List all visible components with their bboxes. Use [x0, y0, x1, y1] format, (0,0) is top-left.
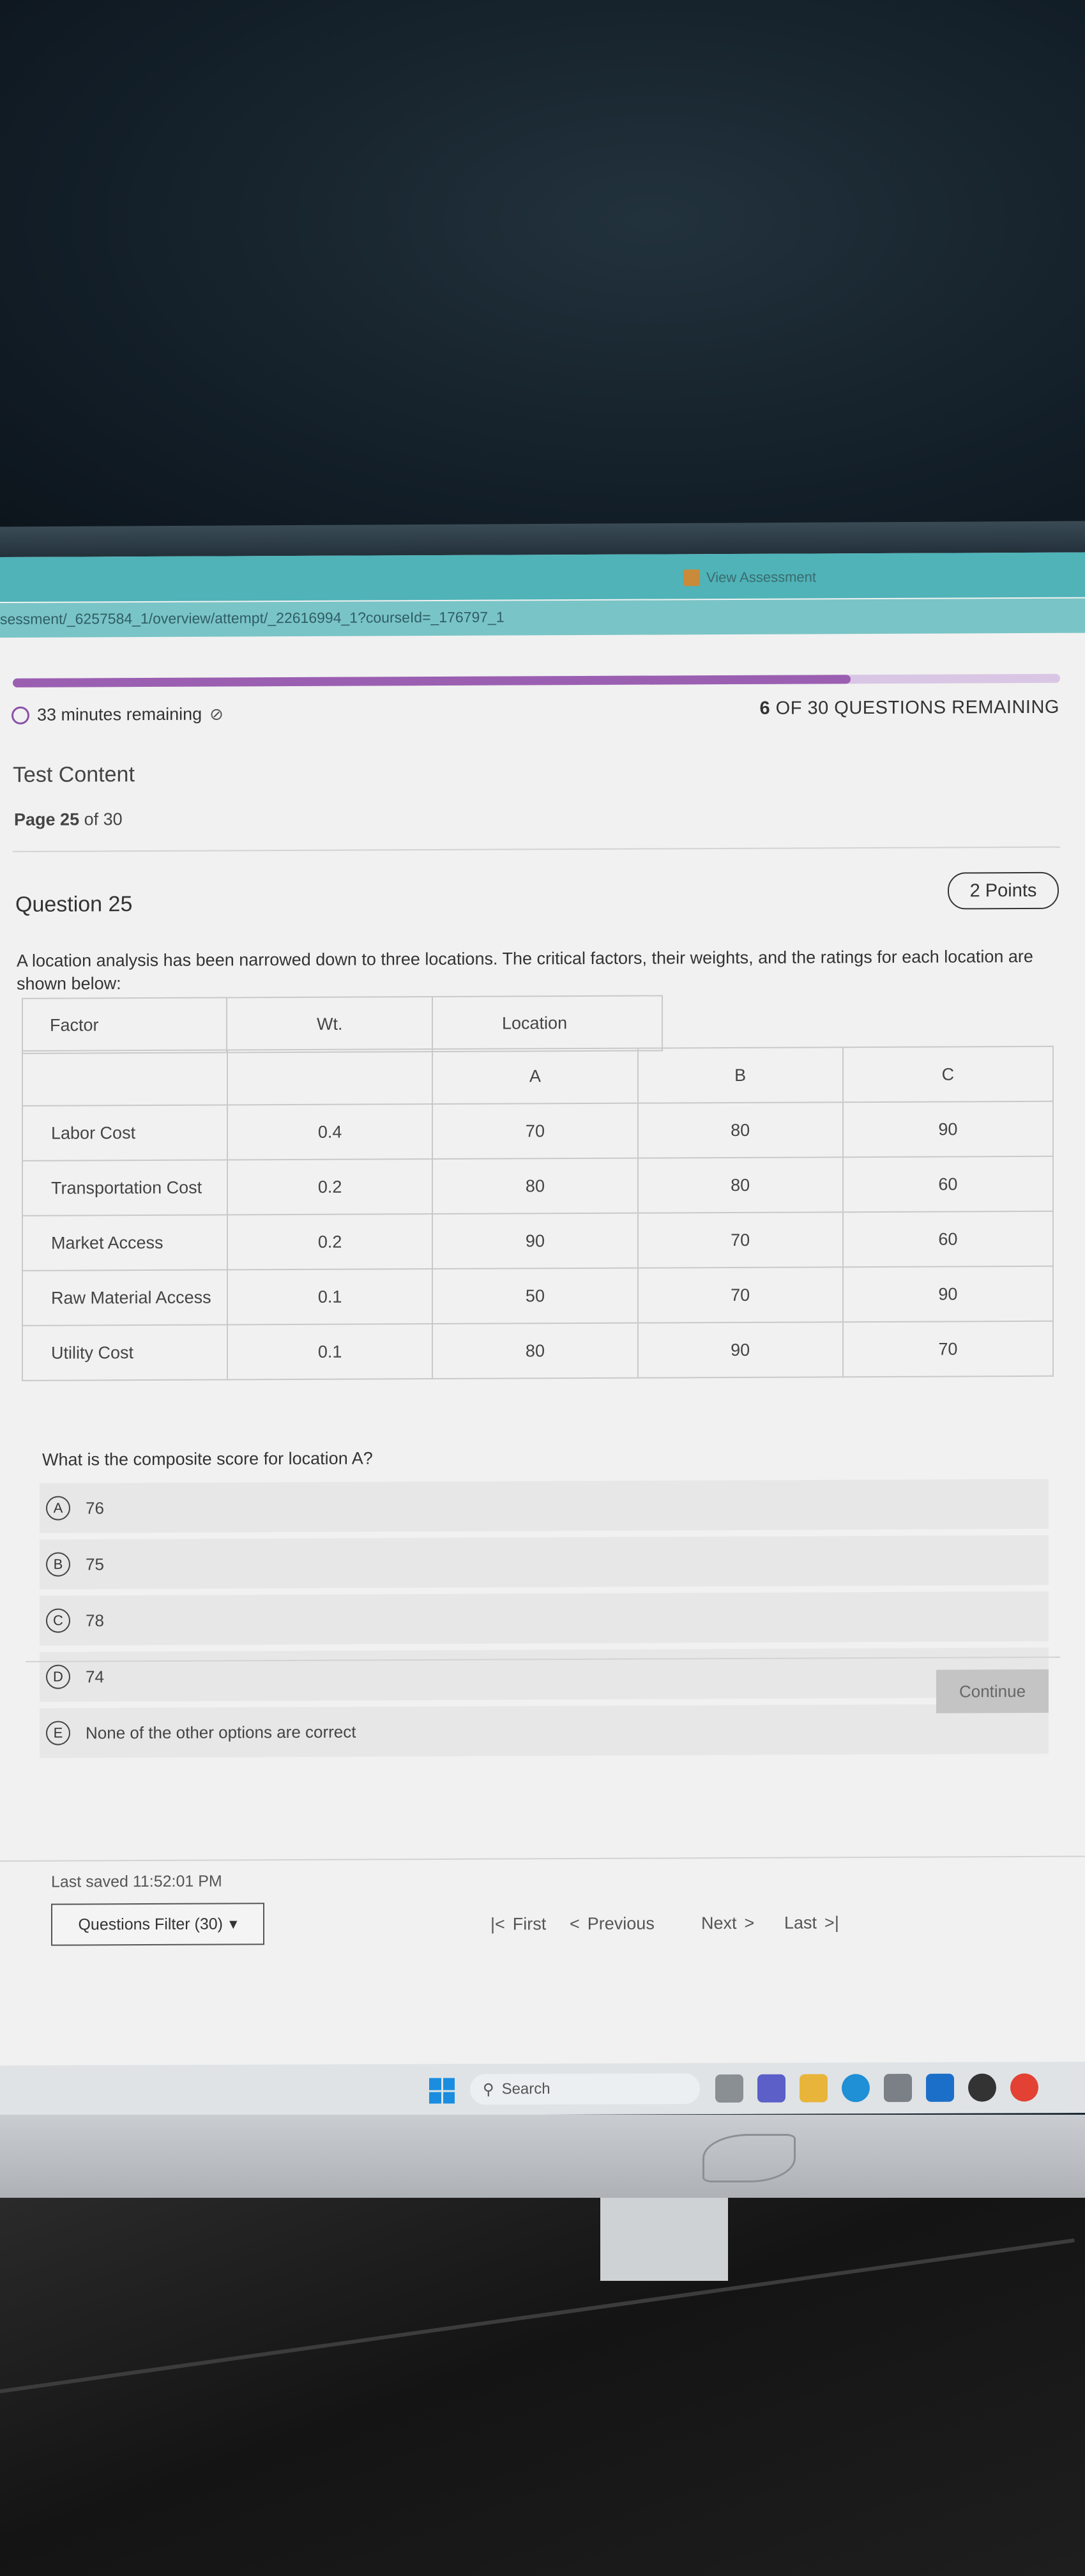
weight-header: Wt. — [317, 1014, 343, 1034]
timer — [11, 704, 224, 724]
location-header-cell: A — [432, 1048, 637, 1104]
last-icon: >| — [824, 1913, 839, 1933]
rating-cell: 80 — [638, 1157, 843, 1213]
factor-header: Factor — [50, 1015, 99, 1035]
section-title: Test Content — [13, 762, 135, 787]
mail-icon[interactable] — [926, 2074, 954, 2102]
address-bar[interactable] — [0, 599, 1085, 638]
next-button[interactable] — [701, 1913, 754, 1933]
screen — [0, 553, 1085, 2071]
view-assessment-tab[interactable] — [683, 569, 816, 586]
first-label: First — [512, 1914, 547, 1934]
option-text: 74 — [86, 1666, 104, 1686]
view-assessment-label: View Assessment — [706, 569, 817, 586]
questions-filter-dropdown[interactable] — [51, 1903, 264, 1945]
rating-cell: 90 — [843, 1101, 1053, 1157]
remaining-count: 6 — [759, 698, 771, 719]
page-of: of 30 — [79, 809, 123, 829]
weight-cell: 0.1 — [227, 1324, 432, 1379]
windows-start-icon[interactable] — [429, 2078, 455, 2103]
table-row — [22, 1101, 1053, 1161]
factor-cell: Transportation Cost — [22, 1160, 227, 1215]
rating-cell: 90 — [432, 1213, 637, 1269]
option-letter: B — [46, 1552, 70, 1577]
rating-cell: 80 — [432, 1158, 637, 1214]
rating-cell: 70 — [638, 1267, 843, 1322]
rating-cell: 60 — [843, 1156, 1053, 1212]
previous-button[interactable] — [570, 1914, 655, 1935]
questions-remaining — [759, 697, 1059, 719]
monitor-stand — [600, 2198, 728, 2281]
rating-cell: 80 — [638, 1102, 843, 1158]
rating-cell: 90 — [843, 1266, 1053, 1322]
table-row — [22, 1266, 1053, 1326]
divider — [0, 1856, 1085, 1862]
progress-fill — [13, 675, 851, 687]
first-icon: |< — [490, 1914, 505, 1934]
timer-text: 33 minutes remaining — [37, 704, 202, 724]
chevron-left-icon: < — [570, 1914, 580, 1934]
rating-cell: 60 — [843, 1211, 1053, 1267]
widget-icon[interactable] — [715, 2074, 743, 2103]
monitor-chin — [0, 2115, 1085, 2198]
table-row — [22, 1156, 1053, 1216]
location-header: Location — [502, 1013, 568, 1033]
search-label: Search — [501, 2080, 550, 2098]
browser-title-bar — [0, 553, 1085, 602]
last-saved: Last saved 11:52:01 PM — [51, 1872, 222, 1891]
rating-cell: 50 — [432, 1268, 637, 1324]
option-letter: E — [46, 1721, 70, 1745]
option-text: 78 — [86, 1610, 104, 1630]
store-icon[interactable] — [884, 2074, 912, 2102]
edge-icon[interactable] — [842, 2074, 870, 2102]
answer-option[interactable] — [40, 1704, 1049, 1758]
questions-filter-label: Questions Filter (30) — [78, 1914, 223, 1933]
taskbar-search[interactable] — [470, 2073, 700, 2104]
location-header-cell: C — [843, 1046, 1053, 1102]
answer-option[interactable] — [40, 1648, 1049, 1702]
table-row — [22, 1321, 1053, 1381]
option-text: 76 — [86, 1498, 104, 1517]
weight-cell: 0.2 — [227, 1159, 432, 1215]
question-text: A location analysis has been narrowed down to three locations. The critical factors, their weights, and the ratings for each location are shown below: — [17, 946, 1033, 993]
last-button[interactable] — [784, 1913, 839, 1933]
option-text: None of the other options are correct — [86, 1722, 356, 1742]
tab-favicon-icon — [683, 569, 700, 586]
next-label: Next — [701, 1913, 737, 1933]
points-badge: 2 Points — [948, 872, 1059, 910]
music-icon[interactable] — [968, 2074, 996, 2102]
weight-cell: 0.2 — [227, 1214, 432, 1269]
rating-cell: 70 — [843, 1321, 1053, 1377]
page-current: 25 — [60, 809, 80, 829]
weight-cell: 0.4 — [227, 1104, 432, 1160]
answer-option[interactable] — [40, 1535, 1049, 1590]
remaining-text: OF 30 QUESTIONS REMAINING — [770, 696, 1059, 719]
taskbar — [0, 2062, 1085, 2117]
dropdown-caret-icon: ▾ — [229, 1915, 238, 1933]
option-letter: D — [46, 1665, 70, 1689]
option-text: 75 — [86, 1554, 104, 1574]
empty-cell — [227, 1049, 432, 1105]
weight-cell: 0.1 — [227, 1269, 432, 1324]
divider — [13, 847, 1060, 852]
search-icon: ⚲ — [483, 2080, 494, 2098]
desk-area — [0, 2198, 1085, 2576]
progress-bar — [13, 674, 1060, 687]
option-letter: C — [46, 1609, 70, 1633]
desk-edge — [0, 2239, 1075, 2393]
factor-cell: Raw Material Access — [22, 1269, 227, 1325]
folder-icon[interactable] — [800, 2074, 828, 2102]
empty-cell — [22, 1050, 227, 1105]
factor-cell: Market Access — [22, 1215, 227, 1270]
taskbar-apps — [715, 2073, 1038, 2103]
factor-cell: Utility Cost — [22, 1324, 227, 1380]
factor-cell: Labor Cost — [22, 1105, 227, 1160]
answer-option[interactable] — [40, 1479, 1049, 1533]
first-button[interactable] — [490, 1914, 546, 1934]
table-header-row — [22, 995, 663, 1054]
continue-button[interactable]: Continue — [936, 1669, 1049, 1713]
factor-table — [22, 1046, 1054, 1381]
answer-option[interactable] — [40, 1591, 1049, 1646]
page-label: Page — [14, 809, 61, 829]
rating-cell: 80 — [432, 1323, 637, 1379]
chrome-icon[interactable] — [1010, 2073, 1038, 2101]
question-title: Question 25 — [15, 892, 133, 917]
teams-icon[interactable] — [757, 2074, 785, 2103]
previous-label: Previous — [587, 1913, 655, 1933]
last-label: Last — [784, 1913, 817, 1933]
brand-logo — [702, 2134, 796, 2182]
location-letters-row — [22, 1046, 1053, 1106]
rating-cell: 90 — [638, 1322, 843, 1377]
rating-cell: 70 — [638, 1212, 843, 1268]
hide-timer-icon[interactable]: ⊘ — [209, 704, 224, 724]
option-letter: A — [46, 1496, 70, 1521]
question-prompt: What is the composite score for location A? — [42, 1448, 373, 1469]
room-background — [0, 0, 1085, 549]
clock-icon — [11, 706, 29, 724]
rating-cell: 70 — [432, 1103, 637, 1159]
table-row — [22, 1211, 1053, 1271]
location-header-cell: B — [638, 1047, 843, 1103]
url-text: sessment/_6257584_1/overview/attempt/_22616994_1?courseId=_176797_1 — [0, 608, 505, 627]
page-indicator — [14, 809, 123, 830]
chevron-right-icon: > — [744, 1913, 755, 1933]
